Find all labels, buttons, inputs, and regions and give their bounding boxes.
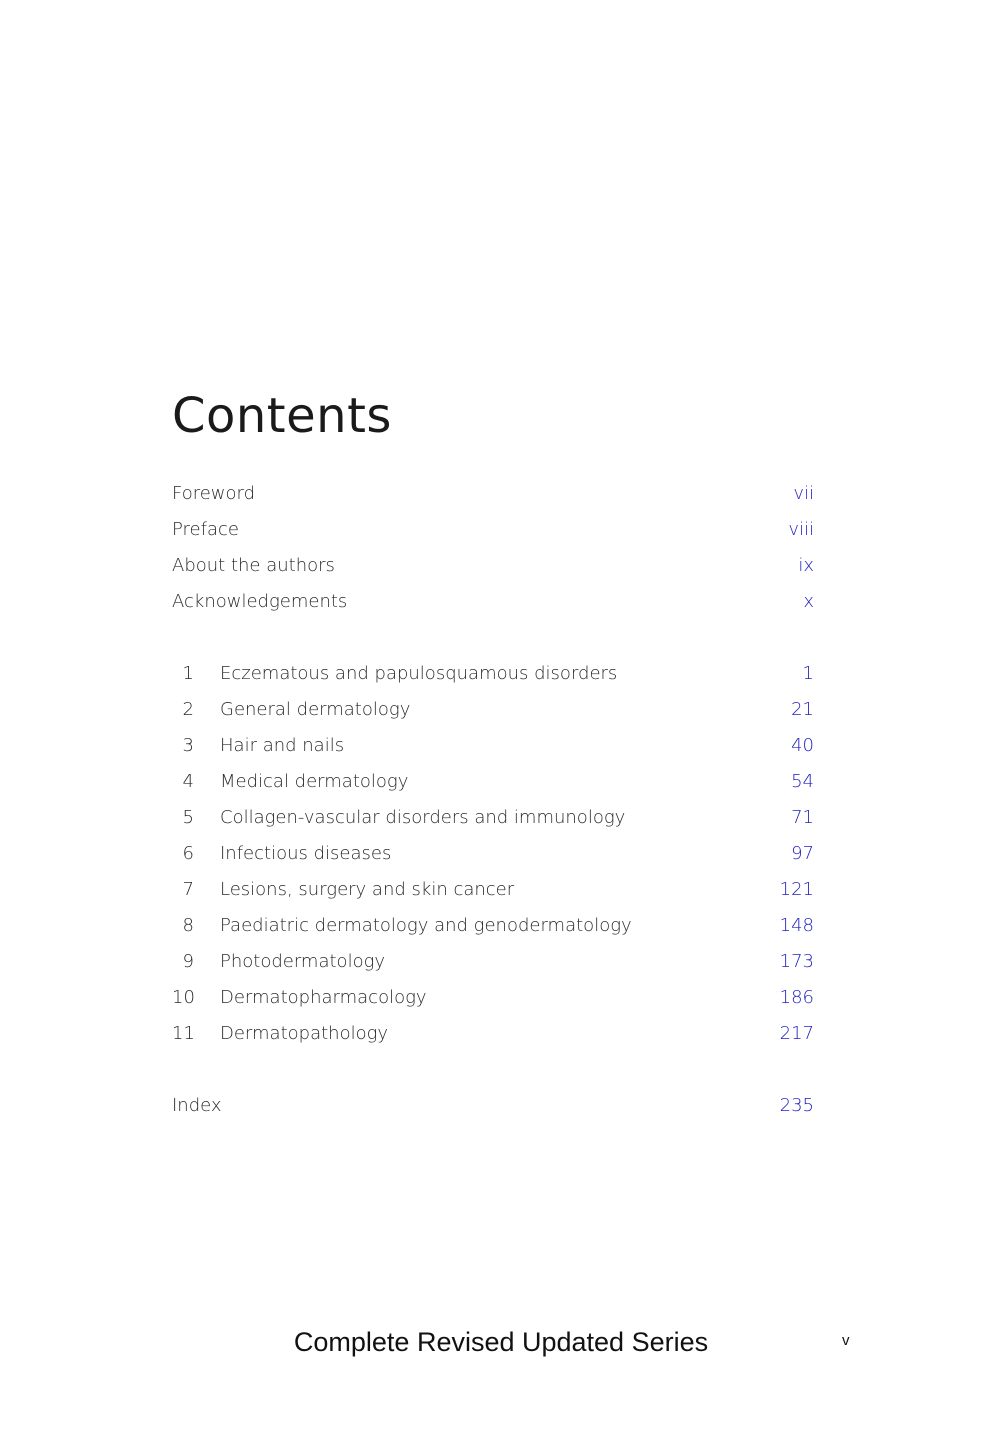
- toc-chapter-9[interactable]: [172, 944, 814, 980]
- toc-chapter-1[interactable]: [172, 656, 814, 692]
- toc-chapter-11[interactable]: [172, 1016, 814, 1052]
- chapter-number: 3: [182, 735, 194, 756]
- toc-entry-index[interactable]: [172, 1088, 814, 1124]
- toc-entry-title: Index: [172, 1095, 222, 1116]
- chapter-number: 10: [172, 987, 195, 1008]
- chapter-page-link[interactable]: 148: [779, 915, 814, 936]
- toc-entry-foreword[interactable]: [172, 476, 814, 512]
- chapter-page-link[interactable]: 40: [791, 735, 814, 756]
- footer-series-title: Complete Revised Updated Series: [293, 1327, 709, 1357]
- chapter-page-link[interactable]: 121: [779, 879, 814, 900]
- toc-entry-acknowledgements[interactable]: [172, 584, 814, 620]
- chapter-title: Dermatopathology: [220, 1023, 389, 1044]
- toc-entry-title: Foreword: [172, 483, 256, 504]
- chapter-page-link[interactable]: 173: [779, 951, 814, 972]
- chapter-number: 5: [182, 807, 194, 828]
- toc-entry-page-link[interactable]: vii: [793, 483, 814, 504]
- toc-entry-title: Acknowledgements: [172, 591, 348, 612]
- toc-chapter-7[interactable]: [172, 872, 814, 908]
- front-matter-list: [172, 476, 814, 620]
- chapter-number: 8: [182, 915, 194, 936]
- chapter-number: 9: [182, 951, 194, 972]
- toc-entry-title: About the authors: [172, 555, 335, 576]
- chapter-title: Collagen-vascular disorders and immunology: [220, 807, 626, 828]
- toc-entry-preface[interactable]: [172, 512, 814, 548]
- chapter-page-link[interactable]: 1: [802, 663, 814, 684]
- toc-chapter-2[interactable]: [172, 692, 814, 728]
- toc-chapter-10[interactable]: [172, 980, 814, 1016]
- toc-entry-about-the-authors[interactable]: [172, 548, 814, 584]
- chapter-title: Lesions, surgery and skin cancer: [220, 879, 515, 900]
- chapter-number: 4: [182, 771, 194, 792]
- toc-chapter-8[interactable]: [172, 908, 814, 944]
- chapter-page-link[interactable]: 97: [791, 843, 814, 864]
- chapter-title: Hair and nails: [220, 735, 345, 756]
- chapter-number: 2: [182, 699, 194, 720]
- chapter-page-link[interactable]: 217: [779, 1023, 814, 1044]
- toc-chapter-3[interactable]: [172, 728, 814, 764]
- chapter-list: [172, 656, 814, 1052]
- chapter-number: 1: [182, 663, 194, 684]
- chapter-number: 6: [182, 843, 194, 864]
- chapter-title: Photodermatology: [220, 951, 386, 972]
- toc-chapter-4[interactable]: [172, 764, 814, 800]
- chapter-number: 11: [172, 1023, 195, 1044]
- page-number: v: [842, 1332, 850, 1349]
- page-title: Contents: [172, 388, 392, 444]
- chapter-title: Paediatric dermatology and genodermatology: [220, 915, 632, 936]
- chapter-title: Dermatopharmacology: [220, 987, 427, 1008]
- chapter-number: 7: [182, 879, 194, 900]
- toc-entry-page-link[interactable]: x: [803, 591, 814, 612]
- chapter-page-link[interactable]: 71: [791, 807, 814, 828]
- toc-chapter-6[interactable]: [172, 836, 814, 872]
- chapter-page-link[interactable]: 54: [791, 771, 814, 792]
- chapter-page-link[interactable]: 186: [779, 987, 814, 1008]
- chapter-page-link[interactable]: 21: [791, 699, 814, 720]
- toc-chapter-5[interactable]: [172, 800, 814, 836]
- toc-entry-page-link[interactable]: ix: [798, 555, 814, 576]
- back-matter-list: [172, 1088, 814, 1124]
- toc-entry-page-link[interactable]: 235: [779, 1095, 814, 1116]
- chapter-title: General dermatology: [220, 699, 411, 720]
- chapter-title: Eczematous and papulosquamous disorders: [220, 663, 618, 684]
- toc-entry-page-link[interactable]: viii: [788, 519, 814, 540]
- toc-entry-title: Preface: [172, 519, 239, 540]
- chapter-title: Medical dermatology: [220, 771, 409, 792]
- chapter-title: Infectious diseases: [220, 843, 392, 864]
